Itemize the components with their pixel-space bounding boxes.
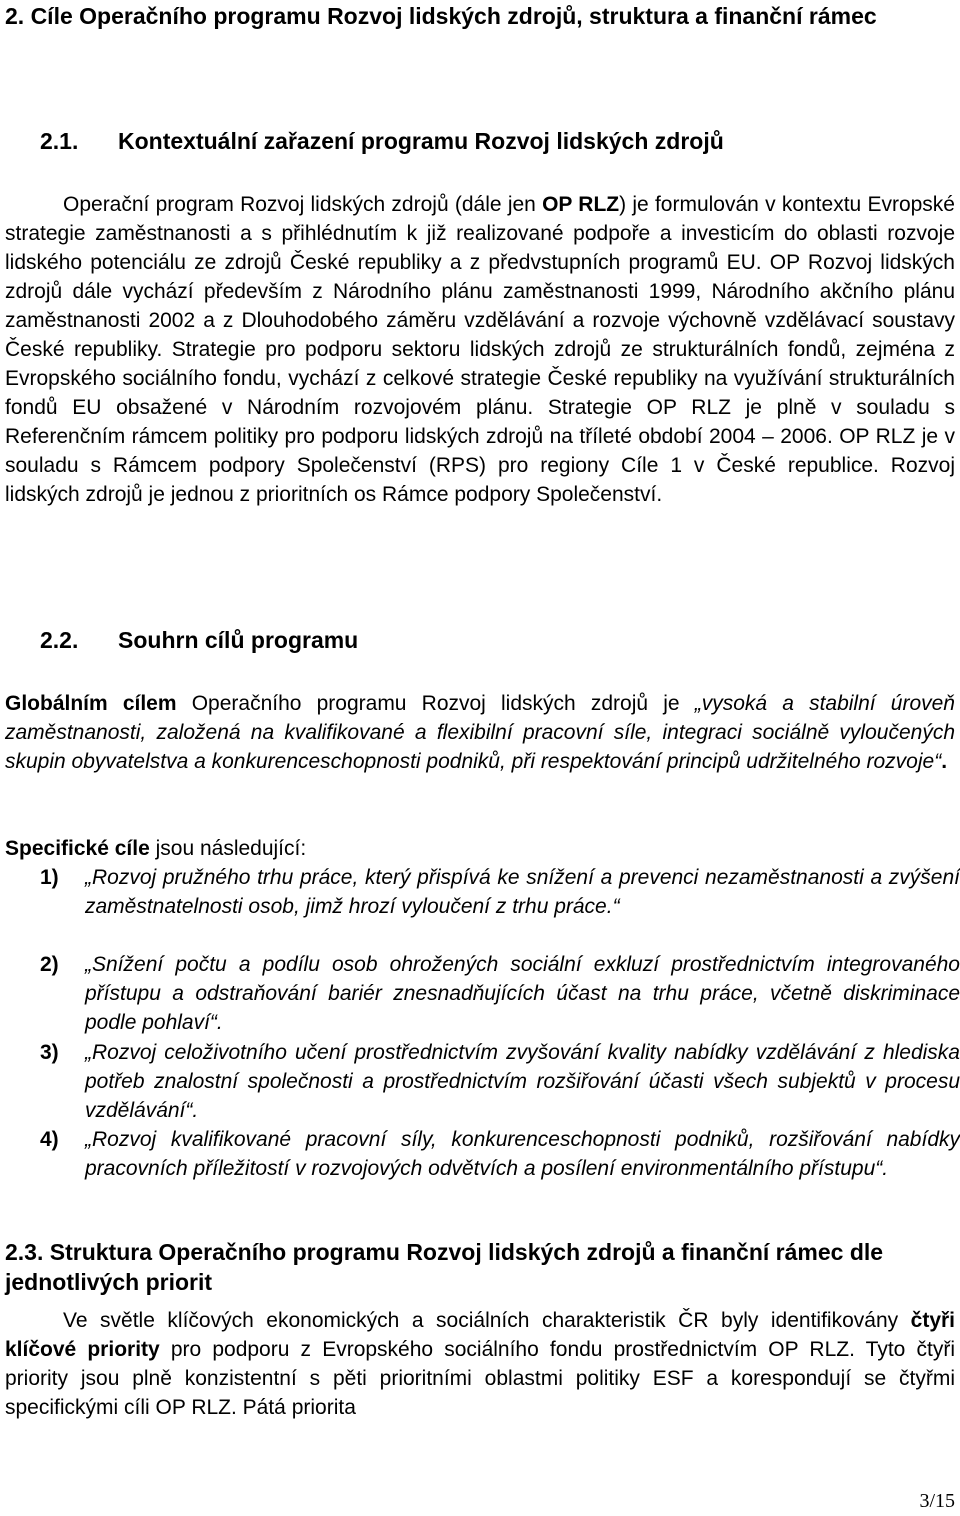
specific-goals-label: Specifické cíle — [5, 837, 150, 860]
list-number: 4) — [40, 1128, 59, 1151]
section-heading-2-3 — [5, 1237, 945, 1297]
section-2-1-paragraph — [5, 190, 955, 509]
list-text: „Rozvoj pružného trhu práce, který přispívá ke snížení a prevenci nezaměstnanosti a zvýšení zaměstnatelnosti osob, jimž hrozí vyloučení z trhu práce.“ — [85, 866, 960, 918]
section-title: Souhrn cílů programu — [118, 627, 359, 653]
section-number: 2.2. — [40, 627, 79, 653]
paragraph-text: Ve světle klíčových ekonomických a sociálních charakteristik ČR byly identifikovány — [63, 1309, 911, 1332]
section-number: 2.1. — [40, 128, 79, 154]
global-goal-label: Globálním cílem — [5, 692, 177, 715]
section-title: Struktura Operačního programu Rozvoj lidských zdrojů a finanční rámec dle jednotlivých priorit — [5, 1239, 884, 1295]
page-number: 3/15 — [919, 1490, 955, 1512]
abbreviation: OP RLZ — [542, 193, 620, 216]
section-title: Kontextuální zařazení programu Rozvoj lidských zdrojů — [118, 128, 724, 154]
list-number: 3) — [40, 1041, 59, 1064]
specific-goals-intro — [5, 834, 955, 863]
paragraph-text: jsou následující: — [149, 837, 307, 860]
list-text: „Rozvoj celoživotního učení prostřednictvím zvyšování kvality nabídky vzdělávání z hlediska potřeb znalostní společnosti a prostřednictvím rozšiřování účasti všech subjektů v procesu vzdělávání“. — [85, 1041, 960, 1122]
list-number: 1) — [40, 866, 59, 889]
global-goal-text: „vysoká a stabilní úroveň zaměstnanosti, založená na kvalifikované a flexibilní pracovní síle, integraci sociálně vyloučených skupin obyvatelstva a konkurenceschopnosti podniků, při respektování principů udržitelného rozvoje“ — [5, 692, 955, 773]
global-goal-paragraph — [5, 689, 955, 776]
section-heading-2-2 — [40, 625, 940, 655]
list-text: „Snížení počtu a podílu osob ohrožených sociální exkluzí prostřednictvím integrovaného přístupu a odstraňování bariér znesnadňujících účast na trhu práce, včetně diskriminace podle pohlaví“. — [85, 953, 960, 1034]
section-number: 2.3. — [5, 1239, 44, 1265]
list-number: 2) — [40, 953, 59, 976]
paragraph-text: Operačního programu Rozvoj lidských zdrojů je — [176, 692, 695, 715]
paragraph-text: pro podporu z Evropského sociálního fondu prostřednictvím OP RLZ. Tyto čtyři priority jsou plně konzistentní s pěti prioritními oblastmi politiky ESF a korespondují se čtyřmi specifickými cíli OP RLZ. Pátá priorita — [5, 1338, 956, 1419]
key-priorities: čtyři klíčové priority — [5, 1309, 955, 1361]
period: . — [941, 750, 948, 773]
chapter-heading: 2. Cíle Operačního programu Rozvoj lidských zdrojů, struktura a finanční rámec — [5, 3, 877, 29]
list-text: „Rozvoj kvalifikované pracovní síly, konkurenceschopnosti podniků, rozšiřování nabídky pracovních příležitostí v rozvojových odvětvích a posílení environmentálního přístupu“. — [85, 1128, 960, 1180]
section-heading-2-1 — [40, 126, 940, 156]
paragraph-text: Operační program Rozvoj lidských zdrojů (dále jen — [63, 193, 543, 216]
section-2-3-paragraph — [5, 1306, 955, 1422]
paragraph-text: ) je formulován v kontextu Evropské strategie zaměstnanosti a s přihlédnutím k již realizované podpoře a investicím do oblasti rozvoje lidského potenciálu ze zdrojů České republiky a z předvstupních programů EU. OP Rozvoj lidských zdrojů dále vychází především z Národního plánu zaměstnanosti 1999, Národního akčního plánu zaměstnanosti 2002 a z Dlouhodobého záměru vzdělávání a rozvoje výchovně vzdělávací soustavy České republiky. Strategie pro podporu sektoru lidských zdrojů ze strukturálních fondů, zejména z Evropského sociálního fondu, vychází z celkové strategie České republiky na využívání strukturálních fondů EU obsažené v Národním rozvojovém plánu. Strategie OP RLZ je plně v souladu s Referenčním rámcem politiky pro podporu lidských zdrojů na tříleté období 2004 – 2006. OP RLZ je v souladu s Rámcem podpory Společenství (RPS) pro regiony Cíle 1 v České republice. Rozvoj lidských zdrojů je jednou z prioritních os Rámce podpory Společenství. — [5, 193, 955, 506]
